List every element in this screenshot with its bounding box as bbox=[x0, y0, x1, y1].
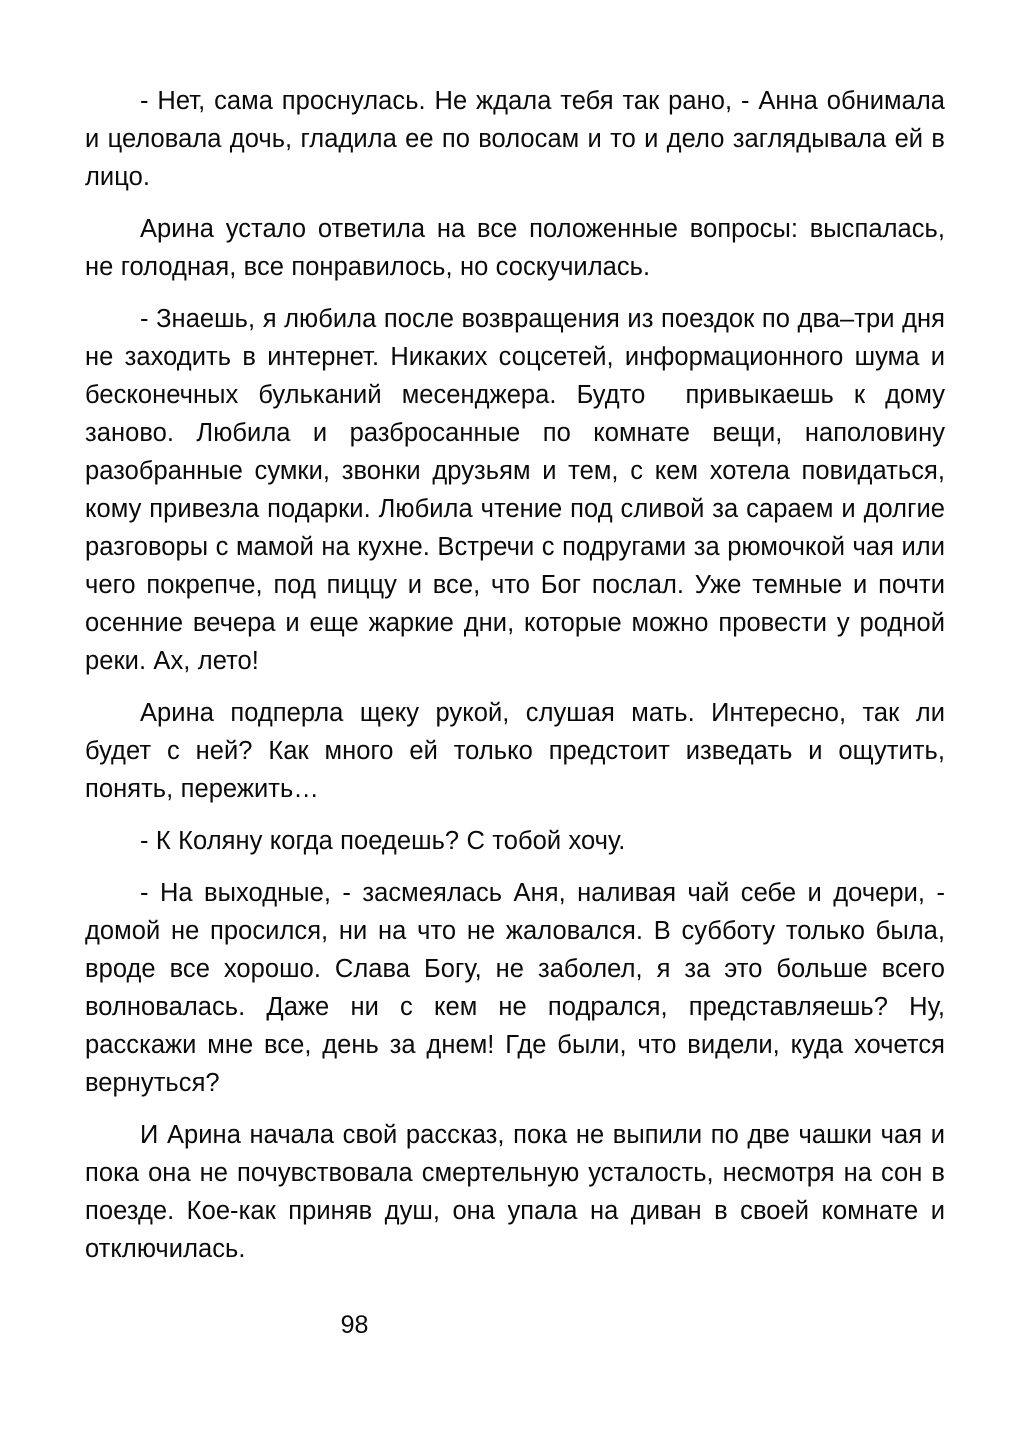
body-paragraph-7: И Арина начала свой рассказ, пока не выпили по две чашки чая и пока она не почувствовала смертельную усталость, несмотря на сон в поезде. Кое-как приняв душ, она упала на диван в своей комнате и отключилась. bbox=[85, 1121, 953, 1263]
body-paragraph-1: - Нет, сама проснулась. Не ждала тебя так рано, - Анна обнимала и целовала дочь, гладила ее по волосам и то и дело заглядывала ей в лицо. bbox=[85, 87, 953, 191]
page-number: 98 bbox=[340, 1311, 369, 1339]
body-paragraph-6: - На выходные, - засмеялась Аня, наливая чай себе и дочери, - домой не просился, ни на что не жаловался. В субботу только была, вроде все хорошо. Слава Богу, не заболел, я за это больше всего волновалась. Даже ни с кем не подрался, представляешь? Ну, расскажи мне все, день за днем! Где были, что видели, куда хочется вернуться? bbox=[85, 879, 953, 1097]
body-paragraph-4: Арина подперла щеку рукой, слушая мать. Интересно, так ли будет с ней? Как много ей только предстоит изведать и ощутить, понять, пережить… bbox=[85, 699, 953, 803]
body-paragraph-2: Арина устало ответила на все положенные вопросы: выспалась, не голодная, все понравилось, но соскучилась. bbox=[85, 215, 953, 281]
body-paragraph-3: - Знаешь, я любила после возвращения из поездок по два–три дня не заходить в интернет. Никаких соцсетей, информационного шума и бесконечных бульканий месенджера. Будто привыкаешь к дому заново. Любила и разбросанные по комнате вещи, наполовину разобранные сумки, звонки друзьям и тем, с кем хотела повидаться, кому привезла подарки. Любила чтение под сливой за сараем и долгие разговоры с мамой на кухне. Встречи с подругами за рюмочкой чая или чего покрепче, под пиццу и все, что Бог послал. Уже темные и почти осенние вечера и еще жаркие дни, которые можно провести у родной реки. Ах, лето! bbox=[85, 305, 953, 675]
page-text-column bbox=[85, 82, 953, 1268]
body-paragraph-5: - К Коляну когда поедешь? С тобой хочу. bbox=[140, 827, 626, 855]
